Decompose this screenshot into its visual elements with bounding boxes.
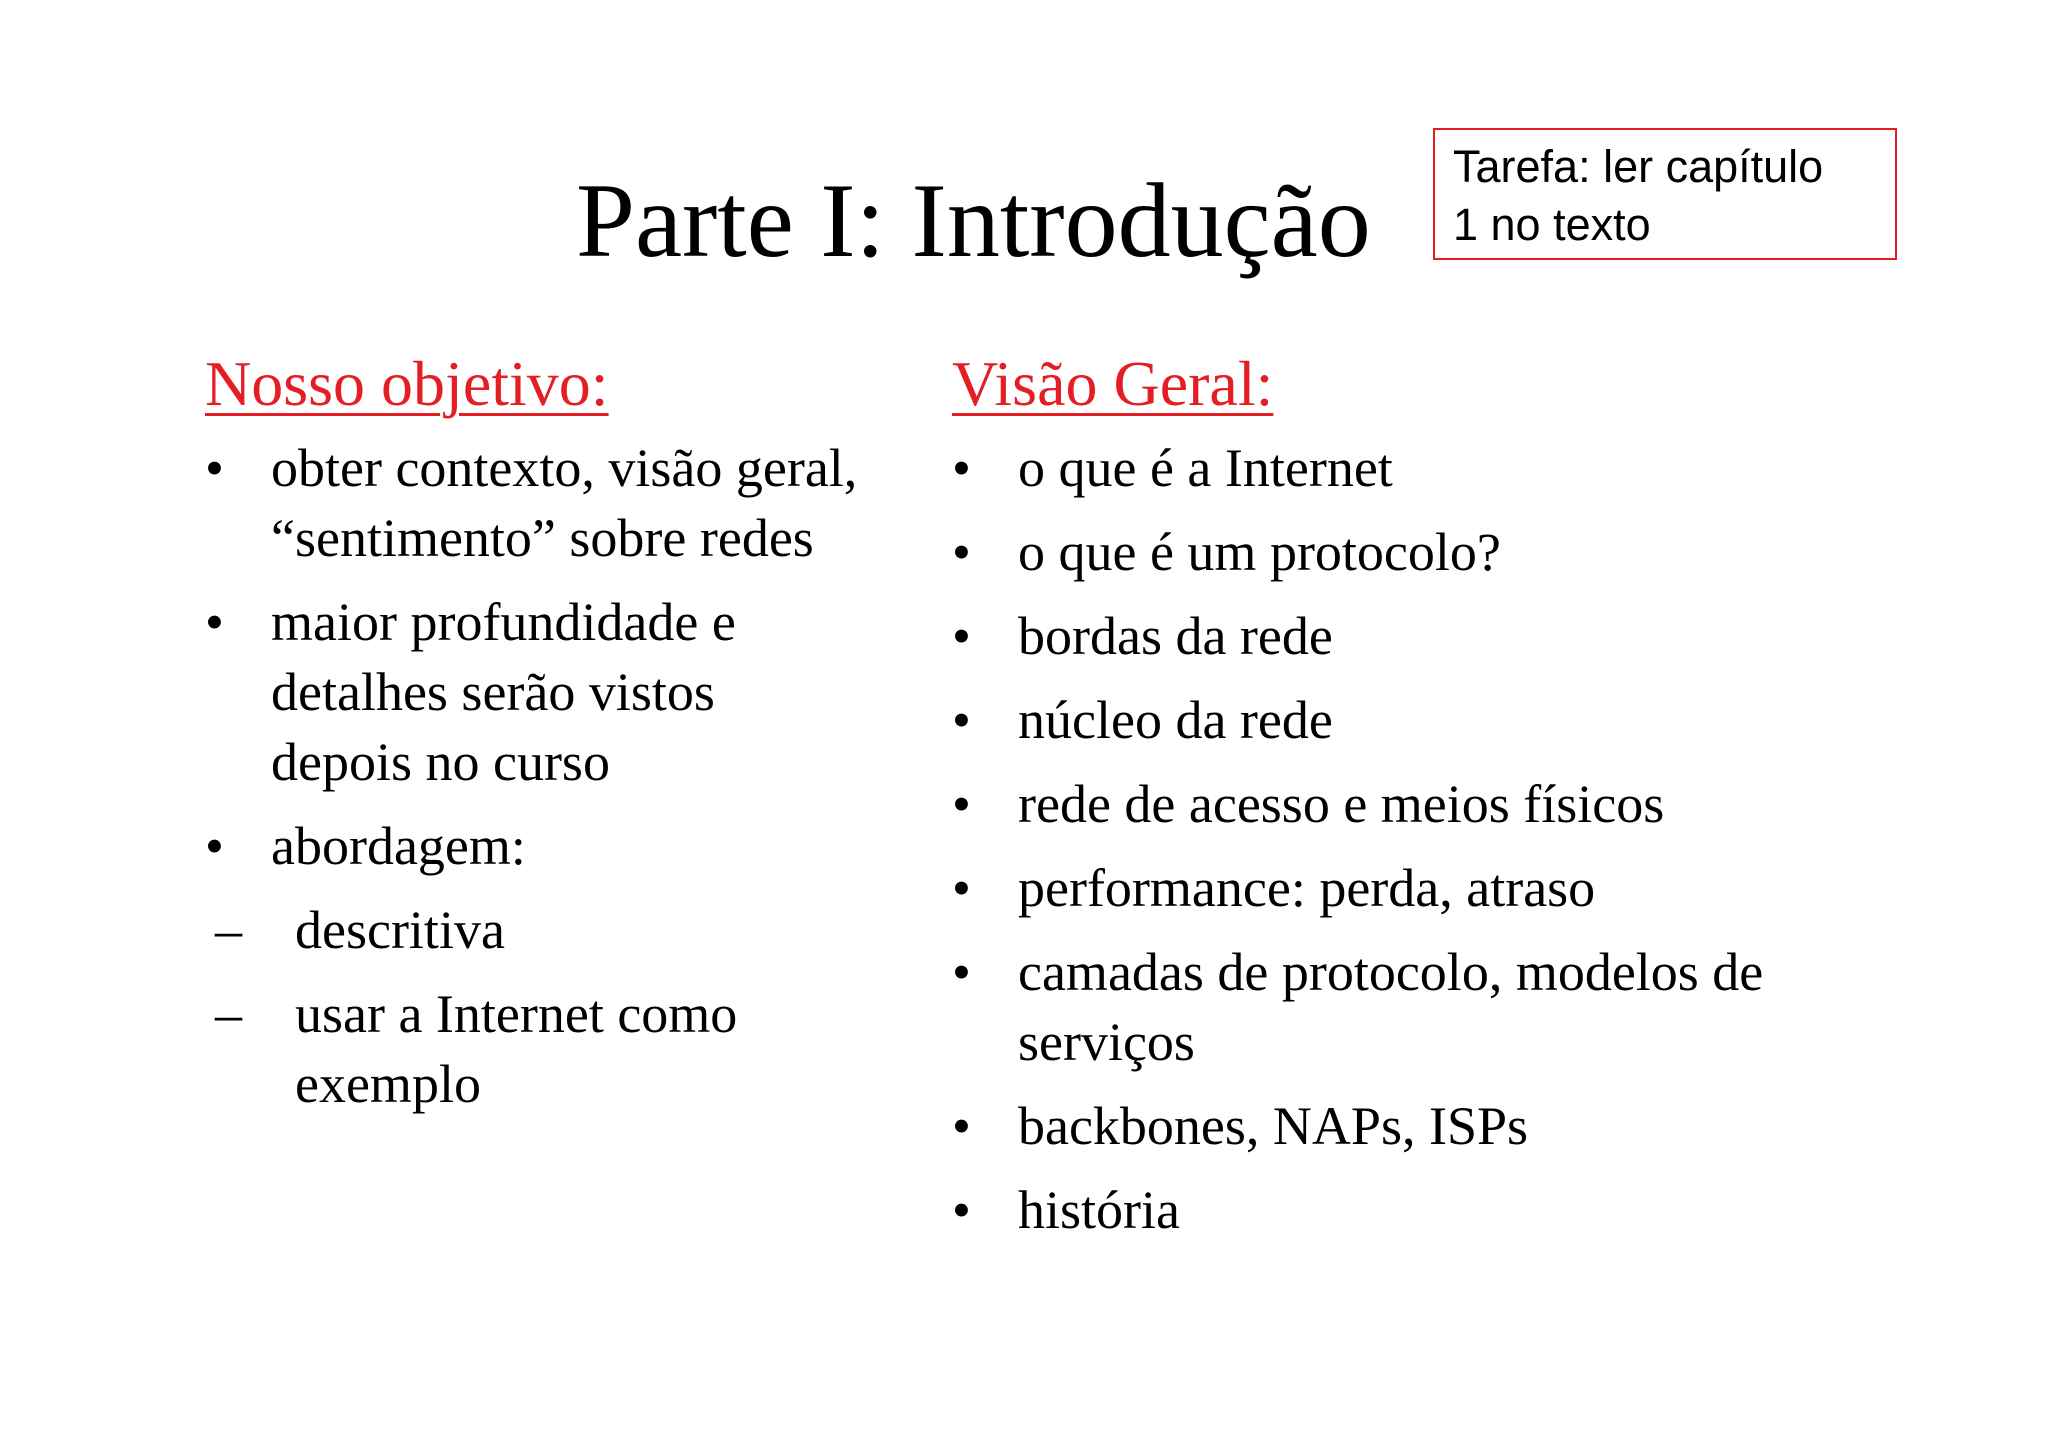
overview-list-item bbox=[952, 1175, 1912, 1245]
overview-item-line: bordas da rede bbox=[1018, 606, 1333, 666]
overview-list-item bbox=[952, 685, 1912, 755]
approach-sublist-item bbox=[215, 895, 925, 965]
goals-column bbox=[205, 345, 925, 1119]
bullet-icon: • bbox=[952, 858, 971, 918]
bullet-icon: • bbox=[952, 942, 971, 1002]
overview-list-item bbox=[952, 1091, 1912, 1161]
overview-list bbox=[952, 433, 1912, 1245]
approach-item-line: usar a Internet como bbox=[295, 984, 738, 1044]
bullet-icon: • bbox=[952, 1096, 971, 1156]
assignment-note-line: Tarefa: ler capítulo bbox=[1453, 141, 1824, 192]
goals-item-line: obter contexto, visão geral, bbox=[271, 438, 858, 498]
overview-item-line: serviços bbox=[1018, 1012, 1195, 1072]
bullet-icon: • bbox=[952, 606, 971, 666]
dash-icon: – bbox=[215, 984, 242, 1044]
goals-item-line: maior profundidade e bbox=[271, 592, 736, 652]
goals-item-line: detalhes serão vistos bbox=[271, 662, 715, 722]
overview-item-line: performance: perda, atraso bbox=[1018, 858, 1596, 918]
overview-list-item bbox=[952, 769, 1912, 839]
goals-list bbox=[205, 433, 925, 881]
goals-heading: Nosso objetivo: bbox=[205, 348, 609, 419]
bullet-icon: • bbox=[205, 438, 224, 498]
overview-heading: Visão Geral: bbox=[952, 348, 1274, 419]
overview-list-item bbox=[952, 433, 1912, 503]
assignment-note-line: 1 no texto bbox=[1453, 199, 1651, 250]
goals-list-item bbox=[205, 587, 925, 797]
overview-list-item bbox=[952, 853, 1912, 923]
overview-item-line: história bbox=[1018, 1180, 1180, 1240]
goals-list-item bbox=[205, 811, 925, 881]
overview-list-item bbox=[952, 601, 1912, 671]
approach-item-line: descritiva bbox=[295, 900, 505, 960]
bullet-icon: • bbox=[952, 1180, 971, 1240]
approach-sublist-item bbox=[215, 979, 925, 1119]
overview-item-line: o que é um protocolo? bbox=[1018, 522, 1501, 582]
assignment-note-box bbox=[1433, 128, 1897, 260]
bullet-icon: • bbox=[952, 774, 971, 834]
slide-title: Parte I: Introdução bbox=[576, 162, 1371, 279]
overview-item-line: o que é a Internet bbox=[1018, 438, 1393, 498]
bullet-icon: • bbox=[952, 438, 971, 498]
goals-item-line: abordagem: bbox=[271, 816, 526, 876]
goals-item-line: depois no curso bbox=[271, 732, 610, 792]
bullet-icon: • bbox=[952, 522, 971, 582]
overview-item-line: camadas de protocolo, modelos de bbox=[1018, 942, 1764, 1002]
overview-column bbox=[952, 345, 1912, 1245]
bullet-icon: • bbox=[952, 690, 971, 750]
dash-icon: – bbox=[215, 900, 242, 960]
overview-item-line: rede de acesso e meios físicos bbox=[1018, 774, 1665, 834]
bullet-icon: • bbox=[205, 816, 224, 876]
overview-item-line: núcleo da rede bbox=[1018, 690, 1333, 750]
approach-sublist bbox=[205, 895, 925, 1119]
bullet-icon: • bbox=[205, 592, 224, 652]
approach-item-line: exemplo bbox=[295, 1054, 481, 1114]
overview-list-item bbox=[952, 517, 1912, 587]
goals-item-line: “sentimento” sobre redes bbox=[271, 508, 814, 568]
overview-list-item bbox=[952, 937, 1912, 1077]
overview-item-line: backbones, NAPs, ISPs bbox=[1018, 1096, 1529, 1156]
goals-list-item bbox=[205, 433, 925, 573]
